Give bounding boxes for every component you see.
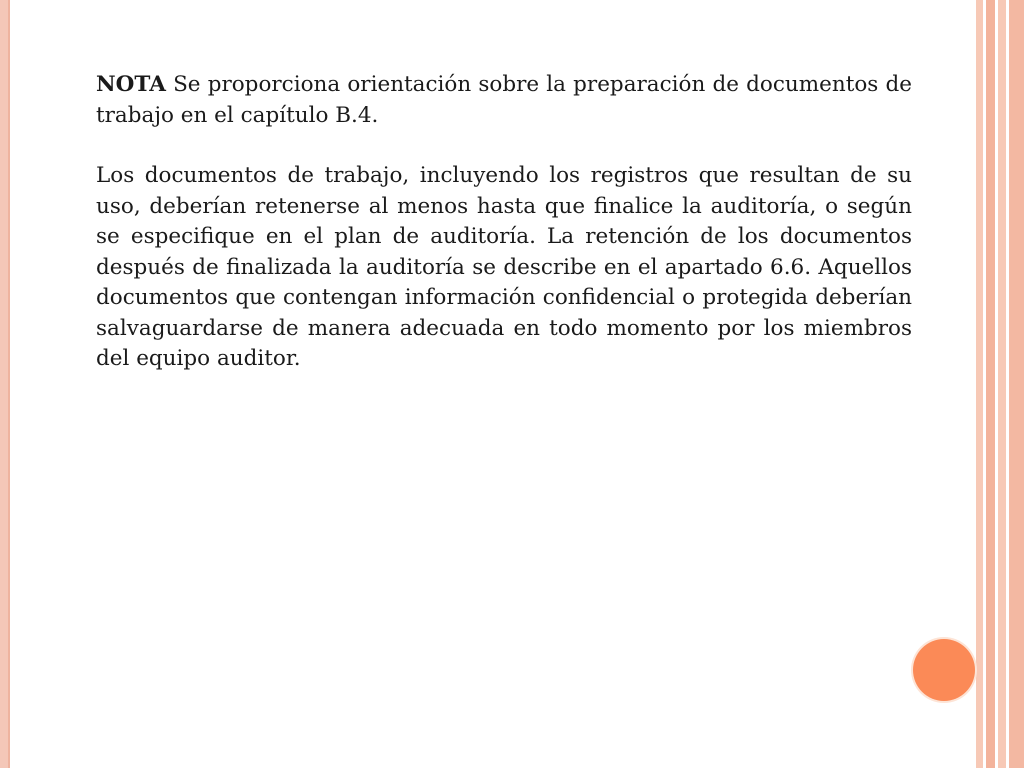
left-decorative-border [0,0,10,768]
stripe [998,0,1006,768]
note-label: NOTA [96,72,166,97]
stripe [1009,0,1024,768]
right-decorative-stripes [976,0,1024,768]
orange-circle-decoration [913,639,975,701]
stripe [976,0,983,768]
stripe [986,0,995,768]
note-paragraph [96,70,912,131]
body-paragraph: Los documentos de trabajo, incluyendo los registros que resultan de su uso, deberían retenerse al menos hasta que finalice la auditoría, o según se especifique en el plan de auditoría. La retención de los documentos después de finalizada la auditoría se describe en el apartado 6.6. Aquellos documentos que contengan información confidencial o protegida deberían salvaguardarse de manera adecuada en todo momento por los miembros del equipo auditor. [96,163,912,371]
slide-body [96,70,912,375]
note-text: Se proporciona orientación sobre la preparación de documentos de trabajo en el capítulo B.4. [96,72,912,128]
